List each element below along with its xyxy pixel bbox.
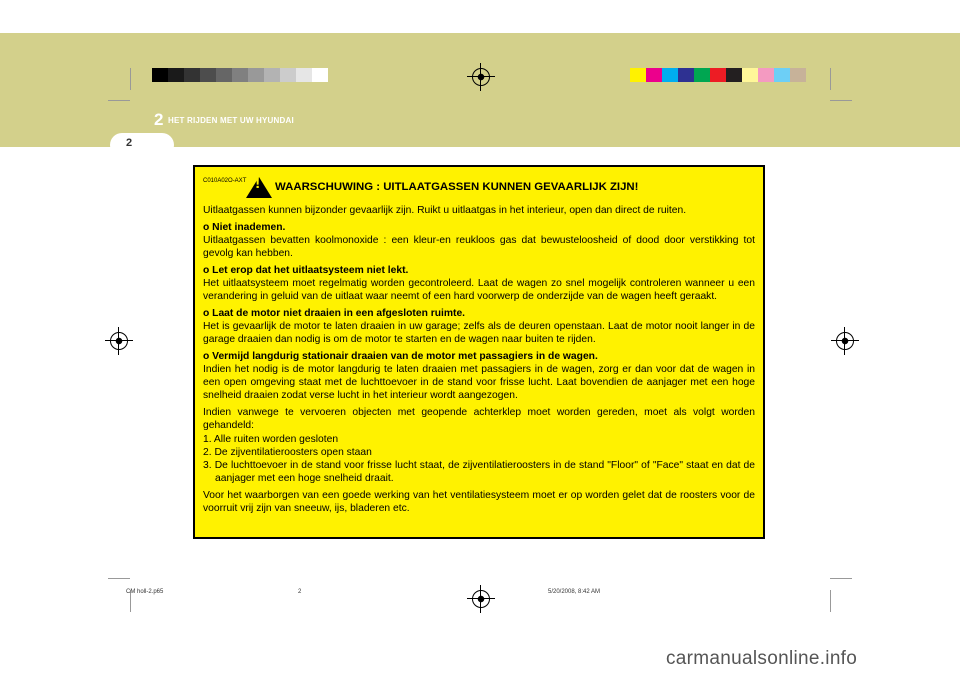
warning-closing: Voor het waarborgen van een goede werking van het ventilatiesysteem moet er op worden gelet dat de roosters voor de voorruit vrij zijn van sneeuw, ijs, bladeren etc. (203, 490, 755, 514)
crop-mark (108, 578, 130, 579)
color-swatch (646, 68, 662, 82)
crop-mark (108, 100, 130, 101)
color-swatch (168, 68, 184, 82)
color-swatch (296, 68, 312, 82)
color-swatch (790, 68, 806, 82)
warning-point (203, 307, 755, 346)
crop-mark (130, 68, 131, 90)
color-swatch (726, 68, 742, 82)
color-swatch (742, 68, 758, 82)
color-swatch (280, 68, 296, 82)
list-item: 2. De zijventilatieroosters open staan (203, 447, 372, 458)
warning-point (203, 264, 755, 303)
crop-mark (830, 100, 852, 101)
list-item: 3. De luchttoevoer in de stand voor frisse lucht staat, de zijventilatieroosters in de stand "Floor" of "Face" staat en dat de aanjager met een hoge snelheid draait. (203, 460, 755, 484)
color-swatch (678, 68, 694, 82)
color-swatch (694, 68, 710, 82)
registration-mark-left (110, 332, 128, 350)
warning-box (193, 165, 765, 539)
color-bar (630, 68, 806, 82)
footer-file: CM holl-2.p65 (126, 589, 164, 595)
steps-list (203, 433, 755, 485)
gray-color-bar (152, 68, 328, 82)
point-text: Indien het nodig is de motor langdurig te laten draaien met passagiers in de wagen, zorg er dan voor dat de wagen in een open omgeving staat met de luchttoevoer in de stand voor frisse lucht. Laat bovendien de aanjager met een hoge snelheid draaien zodat verse lucht in het interieur wordt aangezogen. (203, 364, 755, 401)
point-heading: o Vermijd langdurig stationair draaien van de motor met passagiers in de wagen. (203, 351, 598, 362)
point-text: Het uitlaatsysteem moet regelmatig worden gecontroleerd. Laat de wagen zo snel mogelijk controleren wanneer u een verandering in geluid van de uitlaat waar neemt of een hard voorwerp de onderzijde van de wagen heeft geraakt. (203, 278, 755, 302)
warning-code: C010A02O-AXT (203, 178, 247, 184)
color-swatch (152, 68, 168, 82)
color-swatch (216, 68, 232, 82)
registration-mark-bottom (472, 590, 490, 608)
color-swatch (264, 68, 280, 82)
warning-intro: Uitlaatgassen kunnen bijzonder gevaarlijk zijn. Ruikt u uitlaatgas in het interieur, open dan direct de ruiten. (203, 205, 687, 216)
tailgate-intro: Indien vanwege te vervoeren objecten met geopende achterklep moet worden gereden, moet als volgt worden gehandeld: (203, 407, 755, 431)
page-tab-number: 2 (126, 137, 133, 149)
color-swatch (630, 68, 646, 82)
color-swatch (248, 68, 264, 82)
color-swatch (758, 68, 774, 82)
point-heading: o Let erop dat het uitlaatsysteem niet lekt. (203, 265, 409, 276)
color-swatch (200, 68, 216, 82)
watermark: carmanualsonline.info (666, 648, 858, 669)
list-item: 1. Alle ruiten worden gesloten (203, 434, 339, 445)
registration-mark-top (472, 68, 490, 86)
color-swatch (662, 68, 678, 82)
crop-mark (830, 578, 852, 579)
footer-page: 2 (298, 589, 302, 595)
chapter-number: 2 (154, 110, 164, 129)
color-swatch (710, 68, 726, 82)
color-swatch (232, 68, 248, 82)
color-swatch (312, 68, 328, 82)
color-swatch (184, 68, 200, 82)
page-tab (110, 133, 174, 157)
warning-content (203, 204, 755, 519)
crop-mark (830, 590, 831, 612)
point-text: Het is gevaarlijk de motor te laten draaien in uw garage; zelfs als de deuren openstaan. Laat de motor nooit langer in de garage draaien dan nodig is om de motor te starten en de wagen naar buiten te rijden. (203, 321, 755, 345)
footer-datetime: 5/20/2008, 8:42 AM (548, 589, 601, 595)
crop-mark (830, 68, 831, 90)
point-heading: o Niet inademen. (203, 222, 286, 233)
point-text: Uitlaatgassen bevatten koolmonoxide : een kleur-en reukloos gas dat bewusteloosheid of dood door verstikking tot gevolg kan hebben. (203, 235, 755, 259)
warning-point (203, 221, 755, 260)
registration-mark-right (836, 332, 854, 350)
warning-exclamation-glyph: ! (255, 175, 261, 192)
point-heading: o Laat de motor niet draaien in een afgesloten ruimte. (203, 308, 466, 319)
color-swatch (774, 68, 790, 82)
warning-point (203, 350, 755, 402)
warning-title: WAARSCHUWING : UITLAATGASSEN KUNNEN GEVAARLIJK ZIJN! (275, 181, 639, 193)
chapter-title: HET RIJDEN MET UW HYUNDAI (168, 116, 294, 125)
